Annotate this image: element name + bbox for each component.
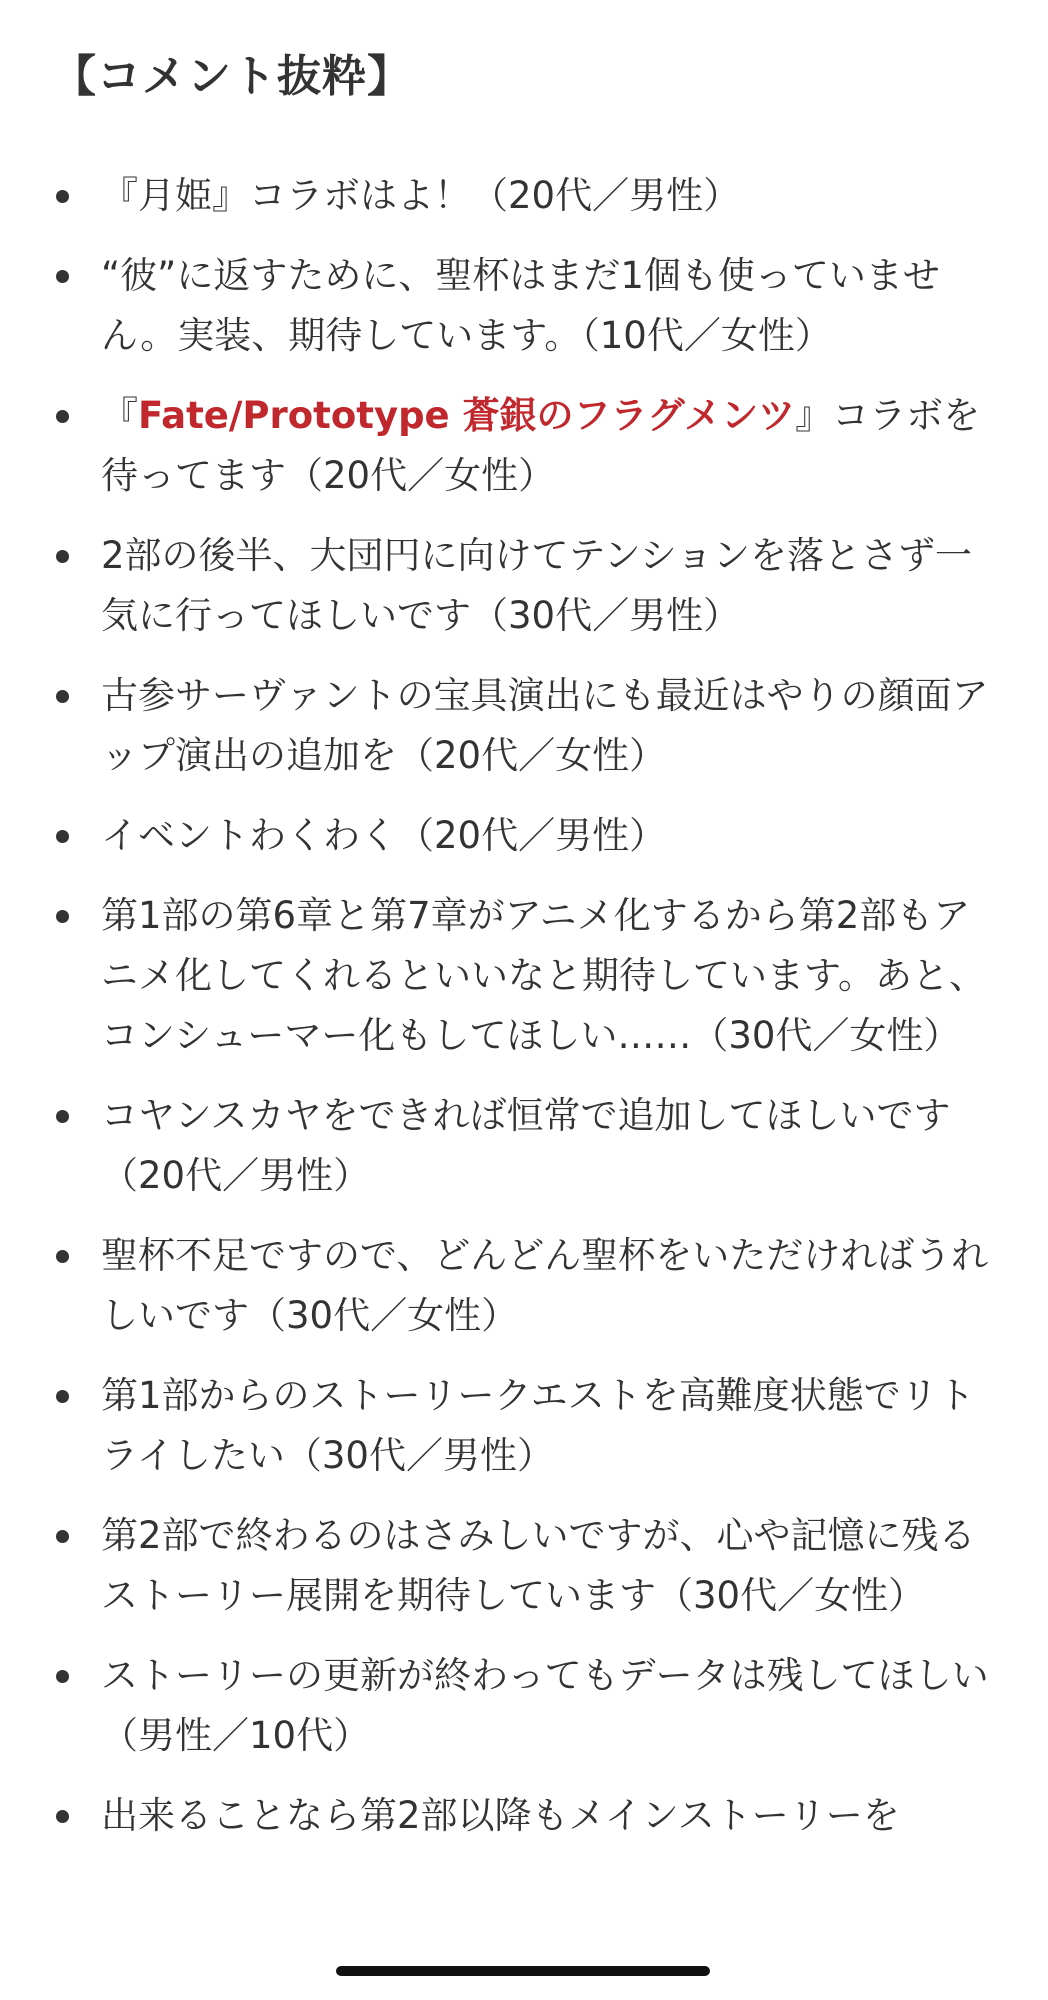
bullet-icon — [56, 1670, 69, 1683]
comment-item — [0, 1506, 1048, 1626]
bullet-icon — [56, 550, 69, 563]
comment-text: 『月姫』コラボはよ！（20代／男性） — [101, 174, 741, 217]
bullet-icon — [56, 1810, 69, 1823]
bullet-icon — [56, 190, 69, 203]
comment-text-suffix: 』コラボを待ってます（20代／女性） — [101, 394, 981, 497]
comment-item — [0, 1366, 1048, 1486]
bullet-icon — [56, 270, 69, 283]
comment-item — [0, 166, 1048, 226]
bullet-icon — [56, 410, 69, 423]
bullet-icon — [56, 910, 69, 923]
comment-text: 2部の後半、大団円に向けてテンションを落とさず一気に行ってほしいです（30代／男性） — [101, 534, 973, 637]
comment-item — [0, 1646, 1048, 1766]
comment-text: 出来ることなら第2部以降もメインストーリーを — [101, 1794, 900, 1837]
comment-item — [0, 1786, 1048, 1846]
comment-item — [0, 1226, 1048, 1346]
comment-item — [0, 246, 1048, 366]
comment-item — [0, 806, 1048, 866]
comment-item — [0, 666, 1048, 786]
comment-text: ストーリーの更新が終わってもデータは残してほしい（男性／10代） — [101, 1654, 989, 1757]
bullet-icon — [56, 1530, 69, 1543]
comment-list — [0, 166, 1048, 1866]
comment-text: 第1部からのストーリークエストを高難度状態でリトライしたい（30代／男性） — [101, 1374, 975, 1477]
section-heading: 【コメント抜粋】 — [52, 51, 412, 102]
comment-text: 第1部の第6章と第7章がアニメ化するから第2部もアニメ化してくれるといいなと期待しています。あと、コンシューマー化もしてほしい……（30代／女性） — [101, 894, 987, 1057]
home-indicator-bar[interactable] — [336, 1966, 710, 1976]
comment-text-prefix: 『 — [101, 394, 138, 437]
bullet-icon — [56, 1390, 69, 1403]
bullet-icon — [56, 1250, 69, 1263]
comment-text: 第2部で終わるのはさみしいですが、心や記憶に残るストーリー展開を期待しています（30代／女性） — [101, 1514, 976, 1617]
bullet-icon — [56, 1110, 69, 1123]
comment-text: コヤンスカヤをできれば恒常で追加してほしいです（20代／男性） — [101, 1094, 951, 1197]
bullet-icon — [56, 690, 69, 703]
comment-text: イベントわくわく（20代／男性） — [101, 814, 667, 857]
bullet-icon — [56, 830, 69, 843]
comment-item — [0, 1086, 1048, 1206]
highlighted-title-link[interactable]: Fate/Prototype 蒼銀のフラグメンツ — [138, 394, 796, 437]
comment-item — [0, 886, 1048, 1066]
comment-text: “彼”に返すために、聖杯はまだ1個も使っていません。実装、期待しています。（10代／女性） — [101, 254, 940, 357]
comment-item — [0, 526, 1048, 646]
comment-item — [0, 386, 1048, 506]
comment-text: 聖杯不足ですので、どんどん聖杯をいただければうれしいです（30代／女性） — [101, 1234, 989, 1337]
comment-text: 古参サーヴァントの宝具演出にも最近はやりの顔面アップ演出の追加を（20代／女性） — [101, 674, 989, 777]
